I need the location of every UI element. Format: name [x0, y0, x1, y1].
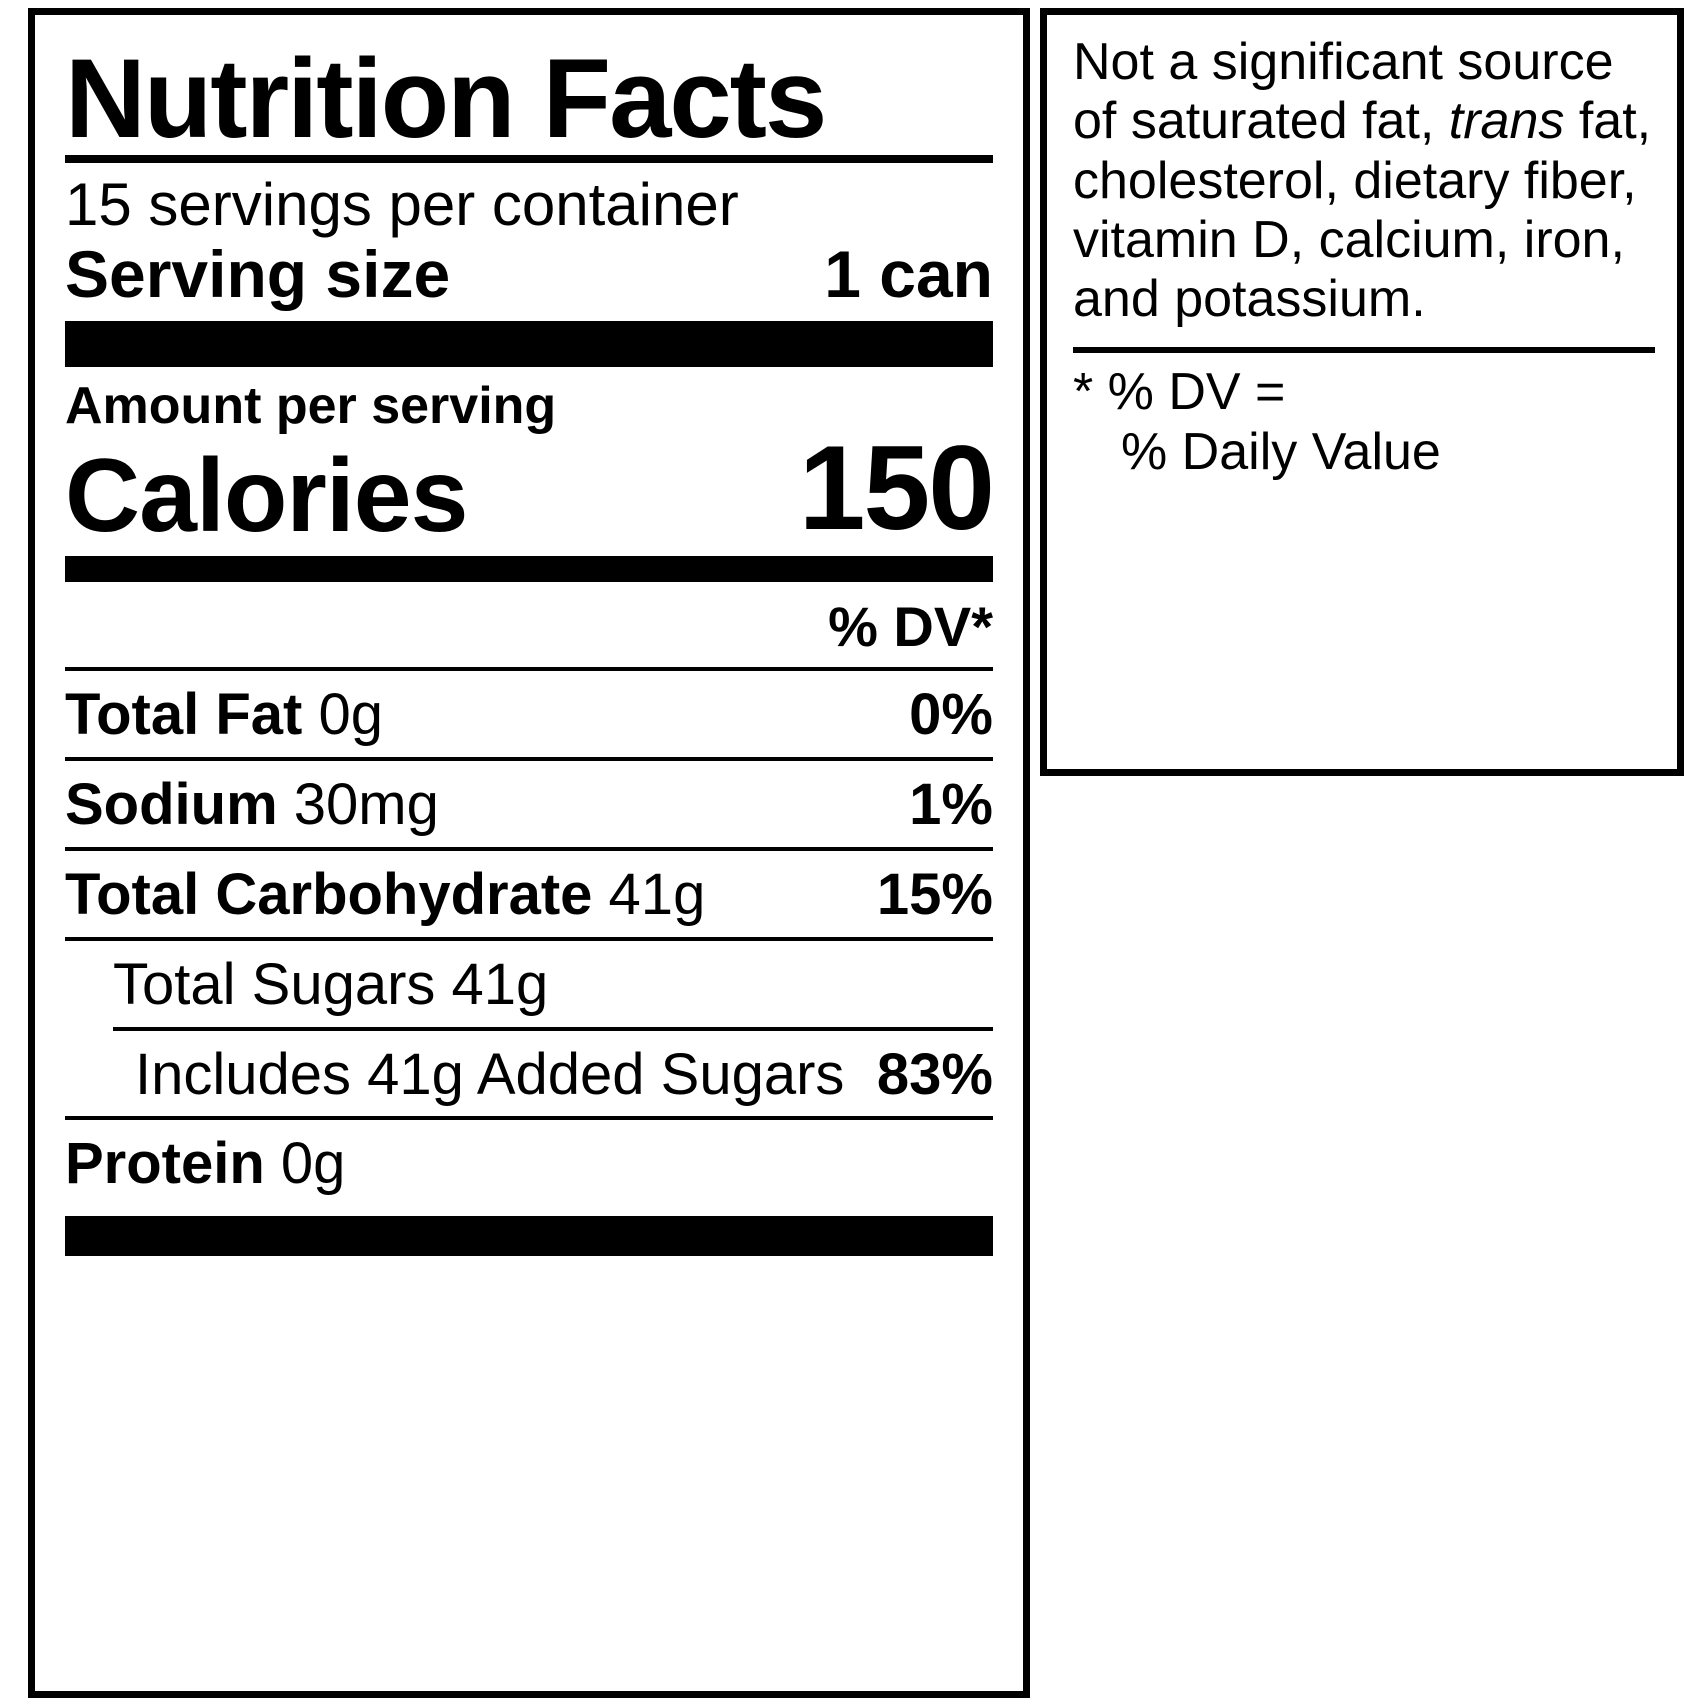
nutrition-facts-title: Nutrition Facts	[65, 36, 826, 161]
servings-per-container: 15 servings per container	[65, 171, 739, 238]
not-a-significant-source-note	[1073, 33, 1655, 329]
note-trans-italic: trans	[1448, 92, 1565, 151]
nutrition-facts-panel	[28, 8, 1030, 1698]
serving-size-label: Serving size	[65, 237, 451, 311]
nutrient-dv: 1%	[909, 772, 993, 838]
nutrient-amount: 30mg	[277, 772, 439, 838]
daily-value-footnote	[1073, 363, 1655, 482]
table-row	[65, 851, 993, 937]
nutrient-amount: 41g	[592, 862, 706, 928]
nutrient-dv: 15%	[876, 862, 993, 928]
table-row	[113, 1027, 993, 1117]
calories-divider	[65, 556, 993, 582]
side-divider	[1073, 347, 1655, 353]
calories-row	[65, 420, 993, 555]
side-note-panel	[1040, 8, 1684, 776]
table-row	[65, 671, 993, 757]
bottom-thick-divider	[65, 1216, 993, 1256]
nutrient-amount: 0g	[302, 682, 383, 748]
amount-per-serving-label: Amount per serving	[65, 377, 557, 436]
dv-footnote-line-1: * % DV =	[1073, 363, 1286, 422]
nutrient-label: Includes 41g Added Sugars	[135, 1041, 845, 1107]
nutrient-label	[65, 683, 383, 747]
nutrient-label	[65, 863, 705, 927]
nutrient-name: Total Fat	[65, 682, 303, 748]
note-part-1: Not a significant source of saturated fat,	[1073, 33, 1614, 151]
nutrient-dv: 83%	[876, 1041, 993, 1107]
serving-size-thick-divider	[65, 321, 993, 367]
table-row	[65, 1120, 993, 1206]
nutrient-name: Protein	[65, 1131, 265, 1197]
calories-value: 150	[798, 420, 993, 555]
nutrient-dv: 0%	[909, 682, 993, 748]
nutrient-name: Sodium	[65, 772, 278, 838]
nutrient-label: Total Sugars 41g	[113, 951, 549, 1017]
serving-size-value: 1 can	[824, 237, 993, 311]
daily-value-header: % DV*	[828, 594, 993, 658]
table-row	[65, 761, 993, 847]
note-part-2: fat, cholesterol, dietary fiber, vitamin D, calcium, iron, and potassium.	[1073, 92, 1652, 329]
nutrient-label	[65, 773, 439, 837]
calories-label: Calories	[65, 437, 468, 554]
table-row	[65, 941, 993, 1027]
serving-size-row	[65, 237, 993, 311]
nutrient-name: Total Carbohydrate	[65, 862, 593, 928]
dv-footnote-line-2: % Daily Value	[1121, 422, 1441, 481]
nutrient-label	[65, 1132, 345, 1196]
nutrient-amount: 0g	[264, 1131, 346, 1197]
